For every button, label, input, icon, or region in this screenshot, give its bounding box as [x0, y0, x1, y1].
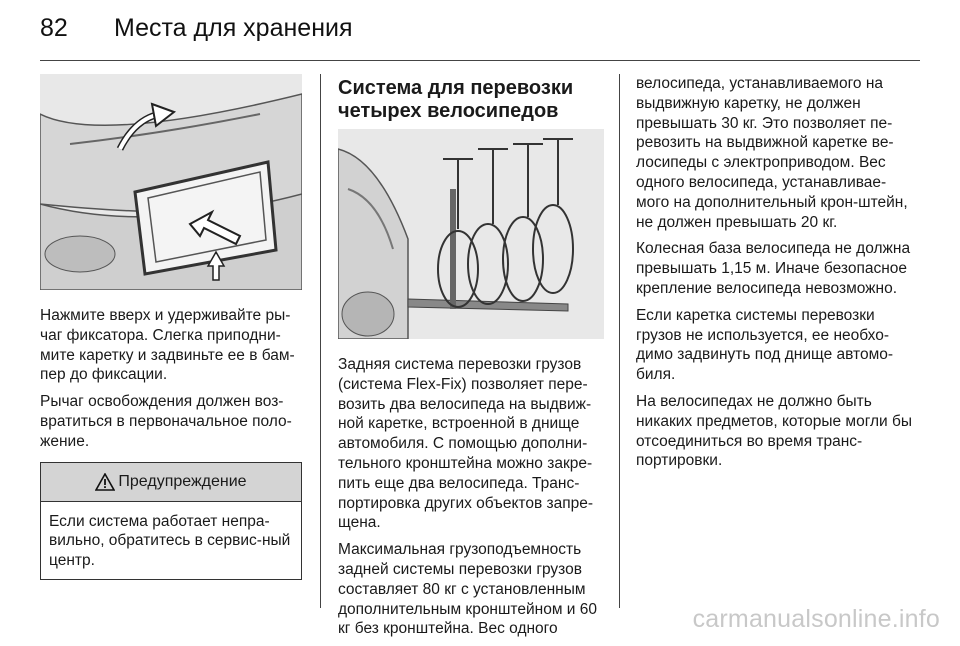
- col3-paragraph-3: Если каретка системы перевозки грузов не используется, ее необхо-димо задвинуть под днище автомо-биля.: [636, 306, 894, 384]
- col3-paragraph-1: велосипеда, устанавливаемого на выдвижную каретку, не должен превышать 30 кг. Это позволяет пе-ревозить на выдвижной каретке ве-лосипеды с электроприводом. Вес одного велосипеда, устанавливае-мого на дополнительный крон-штейн, не должен превышать 20 кг.: [636, 75, 908, 231]
- four-bikes-illustration: [338, 129, 604, 339]
- warning-box: [40, 462, 302, 580]
- warning-header: [41, 463, 301, 502]
- column-2: [338, 74, 604, 646]
- col3-paragraph-2: Колесная база велосипеда не должна превышать 1,15 м. Иначе безопасное крепление велосипеда невозможно.: [636, 240, 911, 297]
- page-number: 82: [40, 14, 68, 42]
- bumper-carrier-illustration: [40, 74, 302, 290]
- column-1: [40, 74, 302, 580]
- section-heading: Система для перевозки четырех велосипедов: [338, 77, 574, 122]
- column-divider-1: [320, 74, 321, 608]
- column-3: [636, 74, 914, 478]
- col2-paragraph-1: Задняя система перевозки грузов (система Flex-Fix) позволяет пере-возить два велосипеда на выдвиж-ной каретке, встроенной в днище автомобиля. С помощью дополни-тельного кронштейна можно закре-пить еще два велосипеда. Транс-портировка других объектов запре-щена.: [338, 356, 594, 532]
- column-divider-2: [619, 74, 620, 608]
- warning-text: Если система работает непра-вильно, обратитесь в сервис-ный центр.: [49, 512, 291, 570]
- col1-paragraph-1: Нажмите вверх и удерживайте ры-чаг фиксатора. Слегка приподни-мите каретку и задвиньте ее в бам-пер до фиксации.: [40, 307, 295, 384]
- warning-title: Предупреждение: [118, 472, 247, 490]
- col2-paragraph-2: Максимальная грузоподъемность задней системы перевозки грузов составляет 80 кг с установленным дополнительным кронштейном и 60 кг без кронштейна. Вес одного: [338, 541, 597, 638]
- col1-paragraph-2: Рычаг освобождения должен воз-вратиться в первоначальное поло-жение.: [40, 393, 292, 450]
- warning-triangle-icon: [95, 473, 115, 491]
- page-title: Места для хранения: [114, 14, 353, 42]
- watermark: carmanualsonline.info: [692, 605, 940, 633]
- col3-paragraph-4: На велосипедах не должно быть никаких предметов, которые могли бы отсоединиться во время транс-портировки.: [636, 392, 913, 470]
- warning-body: [41, 502, 301, 579]
- header-divider: [40, 60, 920, 61]
